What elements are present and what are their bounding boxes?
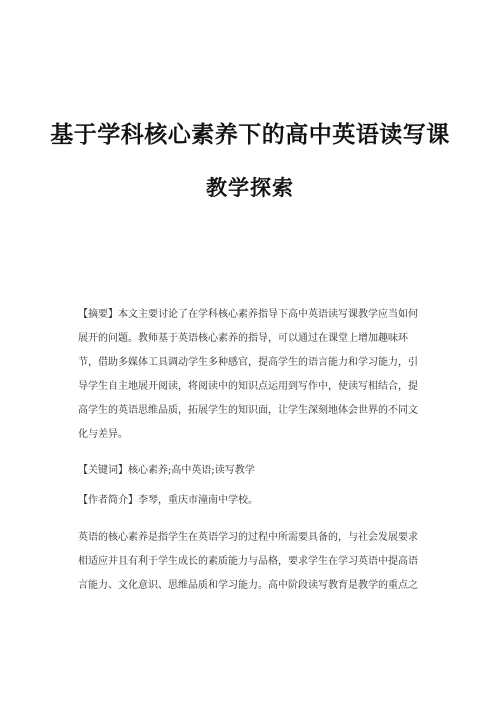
keywords-paragraph [78, 459, 430, 483]
abstract-line: 【摘要】本文主要讨论了在学科核心素养指导下高中英语读写课教学应当如何 [78, 309, 418, 320]
document-title-line-2: 教学探索 [206, 176, 294, 200]
abstract-line: 导学生自主地展开阅读，将阅读中的知识点运用到写作中，使读写相结合，提 [78, 381, 418, 392]
abstract-line: 节，借助多媒体工具调动学生多种感官，提高学生的语言能力和学习能力，引 [78, 357, 418, 368]
document-title-line-1: 基于学科核心素养下的高中英语读写课 [50, 122, 450, 148]
abstract-line: 高学生的英语思维品质，拓展学生的知识面，让学生深刻地体会世界的不同文 [78, 405, 418, 416]
author-bio-line: 【作者简介】李琴，重庆市潼南中学校。 [78, 495, 258, 506]
body-paragraph [78, 526, 430, 598]
abstract-line: 展开的问题。教师基于英语核心素养的指导，可以通过在课堂上增加趣味环 [78, 333, 408, 344]
keywords-line: 【关键词】核心素养;高中英语;读写教学 [78, 465, 255, 476]
abstract-paragraph [78, 303, 430, 447]
author-bio-paragraph [78, 489, 430, 513]
body-line: 言能力、文化意识、思维品质和学习能力。高中阶段读写教育是教学的重点之 [78, 580, 418, 591]
body-line: 相适应并且有利于学生成长的素质能力与品格，要求学生在学习英语中提高语 [78, 556, 418, 567]
body-line: 英语的核心素养是指学生在英语学习的过程中所需要具备的，与社会发展要求 [78, 532, 418, 543]
abstract-line: 化与差异。 [78, 429, 128, 440]
